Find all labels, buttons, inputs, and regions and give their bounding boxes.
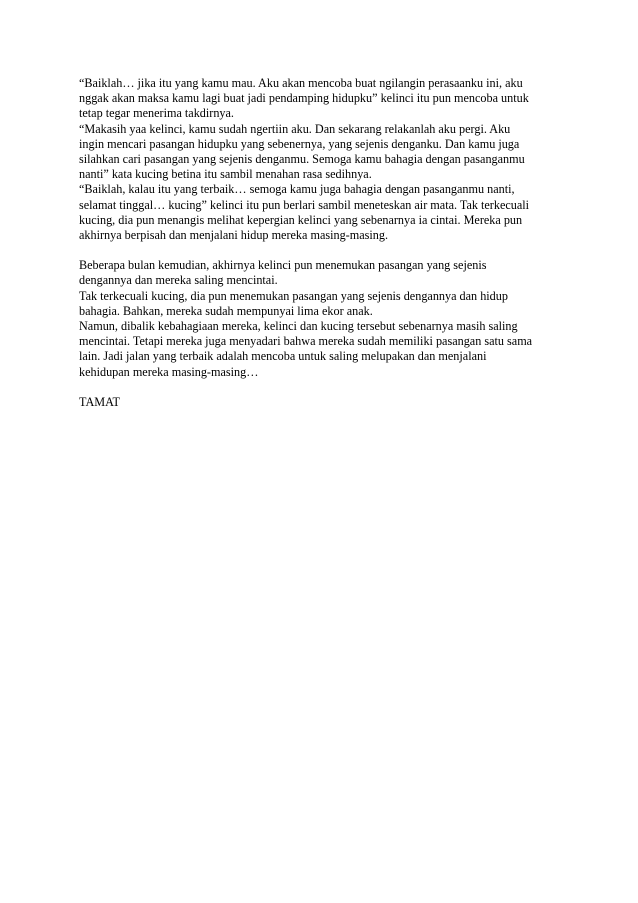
paragraph [79,182,569,243]
text-line: nggak akan maksa kamu lagi buat jadi pendamping hidupku” kelinci itu pun mencoba untuk [79,91,529,106]
paragraph [79,258,569,288]
closing-word [79,395,569,410]
text-line: mencintai. Tetapi mereka juga menyadari bahwa mereka sudah memiliki pasangan satu sama [79,334,533,349]
paragraph [79,319,569,380]
paragraph-gap [79,243,569,258]
text-line: kehidupan mereka masing-masing… [79,364,259,379]
text-line: selamat tinggal… kucing” kelinci itu pun berlari sambil meneteskan air mata. Tak terkecuali [79,197,530,212]
text-line: bahagia. Bahkan, mereka sudah mempunyai lima ekor anak. [79,303,373,318]
text-line: ingin mencari pasangan hidupku yang sebenernya, yang sejenis denganku. Dan kamu juga [79,136,520,151]
text-line: kucing, dia pun menangis melihat kepergian kelinci yang sebenarnya ia cintai. Mereka pun [79,212,523,227]
text-line: silahkan cari pasangan yang sejenis denganmu. Semoga kamu bahagia dengan pasanganmu [79,151,525,166]
paragraph [79,76,569,122]
text-line: “Baiklah… jika itu yang kamu mau. Aku akan mencoba buat ngilangin perasaanku ini, aku [79,76,523,90]
text-line: TAMAT [79,394,120,409]
text-line: nanti” kata kucing betina itu sambil menahan rasa sedihnya. [79,167,372,182]
paragraph [79,122,569,183]
text-line: lain. Jadi jalan yang terbaik adalah mencoba untuk saling melupakan dan menjalani [79,349,487,364]
text-line: Namun, dibalik kebahagiaan mereka, kelinci dan kucing tersebut sebenarnya masih saling [79,319,518,333]
text-line: akhirnya berpisah dan menjalani hidup mereka masing-masing. [79,227,388,242]
text-line: Beberapa bulan kemudian, akhirnya kelinci pun menemukan pasangan yang sejenis [79,258,487,273]
text-line: “Baiklah, kalau itu yang terbaik… semoga kamu juga bahagia dengan pasanganmu nanti, [79,182,515,197]
story-text [79,76,569,410]
paragraph-gap [79,380,569,395]
paragraph [79,289,569,319]
text-line: tetap tegar menerima takdirnya. [79,106,234,121]
text-line: Tak terkecuali kucing, dia pun menemukan pasangan yang sejenis dengannya dan hidup [79,288,508,303]
text-line: “Makasih yaa kelinci, kamu sudah ngertiin aku. Dan sekarang relakanlah aku pergi. Aku [79,121,511,136]
text-line: dengannya dan mereka saling mencintai. [79,273,278,288]
